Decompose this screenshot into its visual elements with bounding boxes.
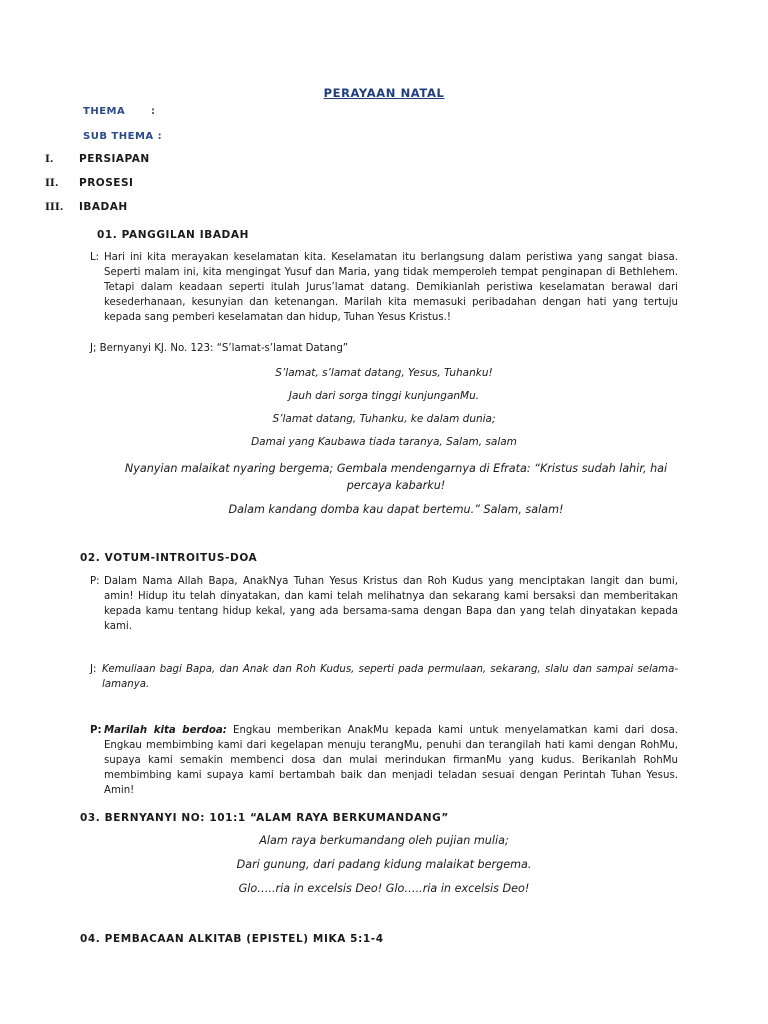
liturgy-j-paragraph — [90, 662, 678, 692]
lyric-verse: Dalam kandang domba kau dapat bertemu.” Salam, salam! — [228, 503, 564, 516]
liturgy-p-paragraph — [90, 574, 678, 634]
paragraph-text: Hari ini kita merayakan keselamatan kita. Keselamatan itu berlangsung dalam peristiwa yang sangat biasa. Seperti malam ini, kita mengingat Yusuf dan Maria, yang tidak memperoleh tempat penginapan di Bethlehem. Tetapi dalam keadaan seperti itulah Jurus’lamat datang. Demikianlah peristiwa keselamatan berawal dari kesederhanaan, kesunyian dan ketenangan. Marilah kita memasuki peribadahan dengan hati yang tertuju kepada sang pemberi keselamatan dan hidup, Tuhan Yesus Kristus.! — [104, 252, 678, 323]
lyric-line: Damai yang Kaubawa tiada taranya, Salam, salam — [251, 436, 517, 448]
lyric-line: S’lamat, s’lamat datang, Yesus, Tuhanku! — [275, 367, 493, 379]
paragraph-text — [104, 723, 678, 798]
heading-panggilan-ibadah: 01. PANGGILAN IBADAH — [97, 229, 249, 241]
lyric-line: Jauh dari sorga tinggi kunjunganMu. — [288, 390, 480, 402]
lyric-line: Alam raya berkumandang oleh pujian mulia; — [259, 834, 509, 847]
heading-bernyanyi-101: 03. BERNYANYI NO: 101:1 “ALAM RAYA BERKUMANDANG” — [80, 812, 449, 824]
speaker-p: P: — [90, 725, 102, 736]
section-ibadah: IBADAH — [79, 201, 128, 213]
section-number: III. — [45, 201, 64, 213]
lyric-line: Glo…..ria in excelsis Deo! Glo…..ria in excelsis Deo! — [238, 882, 530, 895]
thema-label: THEMA — [83, 106, 126, 117]
song-announcement: J; Bernyanyi KJ. No. 123: “S’lamat-s’lamat Datang” — [90, 343, 349, 354]
section-prosesi: PROSESI — [79, 177, 134, 189]
lyric-line: S’lamat datang, Tuhanku, ke dalam dunia; — [272, 413, 496, 425]
paragraph-text: Dalam Nama Allah Bapa, AnakNya Tuhan Yesus Kristus dan Roh Kudus yang menciptakan langit dan bumi, amin! Hidup itu telah dinyatakan, dan kami telah melihatnya dan sekarang kami bersaksi dan memberitakan kepada kamu tentang hidup kekal, yang ada bersama-sama dengan Bapa dan yang telah dinyatakan kepada kami. — [104, 576, 678, 632]
heading-votum-introitus-doa: 02. VOTUM-INTROITUS-DOA — [80, 552, 258, 564]
page-title: PERAYAAN NATAL — [323, 86, 445, 100]
sub-thema-label: SUB THEMA : — [83, 131, 163, 142]
section-number: II. — [45, 177, 59, 189]
paragraph-text: Kemuliaan bagi Bapa, dan Anak dan Roh Kudus, seperti pada permulaan, sekarang, slalu dan sampai selama-lamanya. — [102, 664, 678, 690]
speaker-l: L: — [90, 252, 100, 263]
lyric-line: Dari gunung, dari padang kidung malaikat bergema. — [236, 858, 532, 871]
speaker-j: J: — [90, 664, 97, 675]
section-persiapan: PERSIAPAN — [79, 153, 150, 165]
heading-pembacaan-alkitab: 04. PEMBACAAN ALKITAB (EPISTEL) MIKA 5:1-4 — [80, 933, 384, 945]
prayer-text: Engkau memberikan AnakMu kepada kami untuk menyelamatkan kami dari dosa. Engkau membimbing kami dari kegelapan menuju terangMu, penuhi dan terangilah hati kami dengan RohMu, supaya kami semakin membenci dosa dan mulai merindukan firmanMu yang kudus. Berikanlah RohMu membimbing kami supaya kami bertambah baik dan menjadi teladan sesuai dengan Perintah Tuhan Yesus. Amin! — [104, 725, 678, 796]
liturgy-l-paragraph — [90, 250, 678, 325]
prayer-invitation: Marilah kita berdoa: — [104, 725, 227, 736]
speaker-p: P: — [90, 576, 100, 587]
lyric-verse: Nyanyian malaikat nyaring bergema; Gembala mendengarnya di Efrata: “Kristus sudah lahir, hai percaya kabarku! — [124, 462, 668, 492]
section-number: I. — [45, 153, 54, 165]
liturgy-prayer-paragraph — [90, 723, 678, 798]
thema-colon: : — [151, 106, 156, 117]
